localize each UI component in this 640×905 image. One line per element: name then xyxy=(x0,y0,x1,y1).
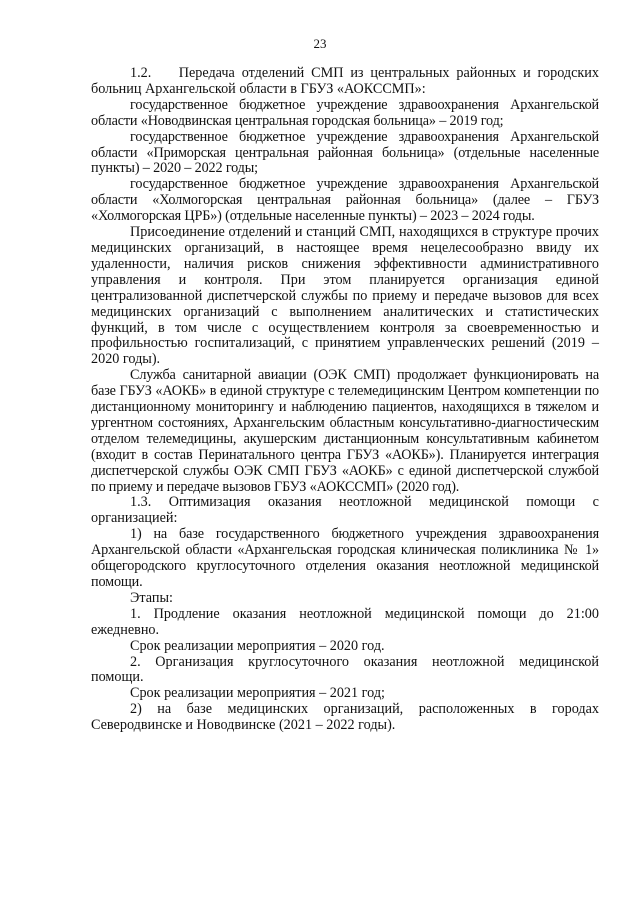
paragraph-stage-1: 1. Продление оказания неотложной медицинской помощи до 21:00 ежедневно. xyxy=(91,605,599,638)
paragraph-severodvinsk-novodvinsk: 2) на базе медицинских организаций, расположенных в городах Северодвинске и Новодвинске (2021 – 2022 годы). xyxy=(91,701,599,734)
paragraph-stage-2: 2. Организация круглосуточного оказания неотложной медицинской помощи. xyxy=(91,653,599,686)
paragraph-novodvinsk-hospital: государственное бюджетное учреждение здравоохранения Архангельской области «Новодвинская центральная городская больница» – 2019 год; xyxy=(91,96,599,129)
document-body xyxy=(91,66,599,734)
paragraph-1-3-heading: 1.3. Оптимизация оказания неотложной медицинской помощи с организацией: xyxy=(91,494,599,527)
page-number: 23 xyxy=(313,36,327,51)
paragraph-stages-label: Этапы: xyxy=(130,589,173,606)
paragraph-deadline-2021: Срок реализации мероприятия – 2021 год; xyxy=(130,685,385,702)
paragraph-deadline-2020: Срок реализации мероприятия – 2020 год. xyxy=(130,637,385,654)
paragraph-sanitary-aviation: Служба санитарной авиации (ОЭК СМП) продолжает функционировать на базе ГБУЗ «АОКБ» в единой структуре с телемедицинским Центром компетенции по дистанционному мониторингу и наблюдению пациентов, находящихся в тяжелом и ургентном состояниях, Архангельским областным консультативно-диагностическим отделом телемедицины, акушерским дистанционным консультативным кабинетом (входит в состав Перинатального центра ГБУЗ «АОКБ»). Планируется интеграция диспетчерской службы ОЭК СМП ГБУЗ «АОКБ» с единой диспетчерской службой по приему и передаче вызовов ГБУЗ «АОКССМП» (2020 год). xyxy=(91,367,599,495)
paragraph-polyclinic-1: 1) на базе государственного бюджетного учреждения здравоохранения Архангельской области «Архангельская городская клиническая поликлиника № 1» общегородского круглосуточного отделения оказания неотложной медицинской помощи. xyxy=(91,526,599,590)
paragraph-kholmogory-hospital: государственное бюджетное учреждение здравоохранения Архангельской области «Холмогорская центральная районная больница» (далее – ГБУЗ «Холмогорская ЦРБ») (отдельные населенные пункты) – 2023 – 2024 годы. xyxy=(91,176,599,225)
paragraph-dispatch-service: Присоединение отделений и станций СМП, находящихся в структуре прочих медицинских организаций, в настоящее время нецелесообразно ввиду их удаленности, наличия рисков снижения эффективности административного управления и контроля. При этом планируется организация единой централизованной диспетчерской службы по приему и передаче вызовов для всех медицинских организаций с выполнением аналитических и статистических функций, в том числе с осуществлением контроля за своевременностью и профильностью госпитализаций, с принятием управленческих решений (2019 – 2020 годы). xyxy=(91,224,599,368)
paragraph-1-2-heading: 1.2. Передача отделений СМП из центральных районных и городских больниц Архангельской области в ГБУЗ «АОКССМП»: xyxy=(91,65,599,97)
paragraph-primorsk-hospital: государственное бюджетное учреждение здравоохранения Архангельской области «Приморская центральная районная больница» (отдельные населенные пункты) – 2020 – 2022 годы; xyxy=(91,128,599,177)
